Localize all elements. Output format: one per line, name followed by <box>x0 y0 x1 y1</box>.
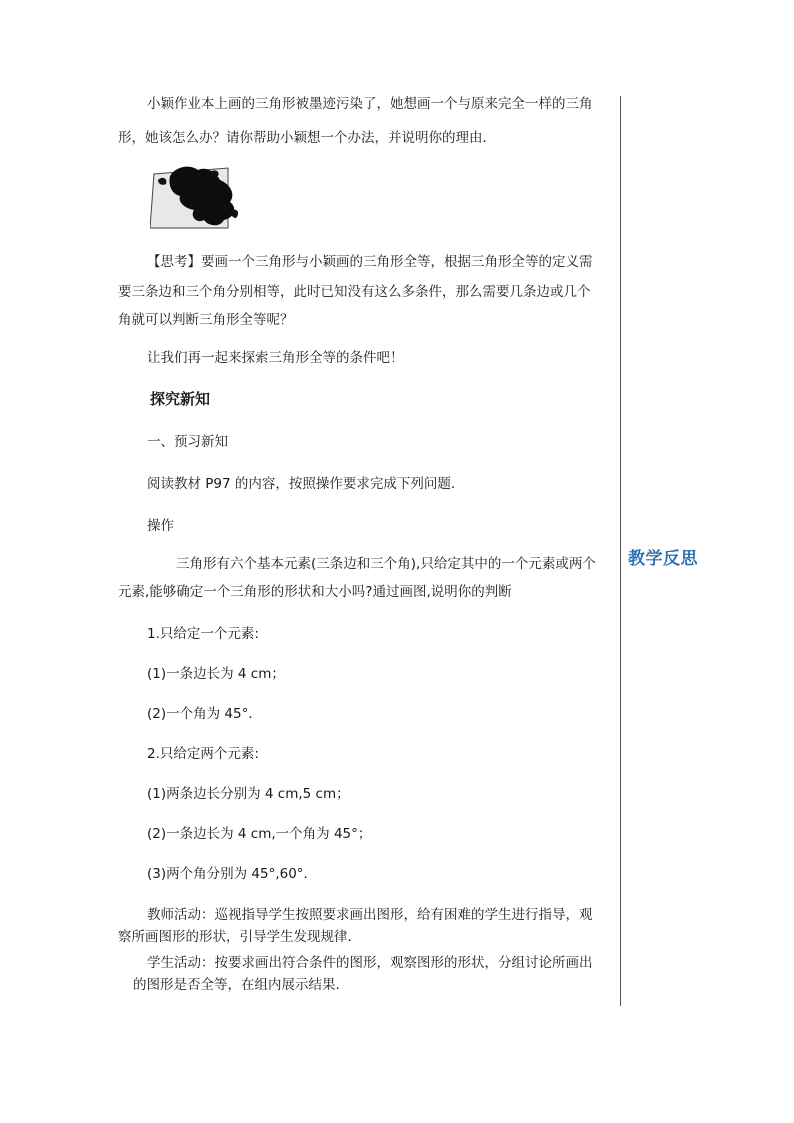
list-item: (3)两个角分别为 45°,60°． <box>147 866 318 882</box>
sidebar-title: 教学反思 <box>628 549 698 569</box>
ink-blotted-triangle-figure <box>150 164 242 232</box>
question-line-1: 三角形有六个基本元素(三条边和三个角),只给定其中的一个元素或两个 <box>176 556 596 572</box>
teacher-activity-line-1: 教师活动：巡视指导学生按照要求画出图形，给有困难的学生进行指导，观 <box>147 907 593 923</box>
list-item: (1)两条边长分别为 4 cm,5 cm； <box>147 786 350 802</box>
column-divider <box>620 96 621 1006</box>
think-line-2: 要三条边和三个角分别相等，此时已知没有这么多条件，那么需要几条边或几个 <box>118 284 591 300</box>
subsection-title: 一、预习新知 <box>147 434 228 450</box>
list-item: (2)一个角为 45°． <box>147 706 262 722</box>
think-line-1: 【思考】要画一个三角形与小颖画的三角形全等，根据三角形全等的定义需 <box>147 254 593 270</box>
list-item: 2.只给定两个元素: <box>147 746 259 762</box>
intro-line-2: 形，她该怎么办？请你帮助小颖想一个办法，并说明你的理由． <box>118 130 496 146</box>
lead-text: 让我们再一起来探索三角形全等的条件吧！ <box>147 350 404 366</box>
list-item: 1.只给定一个元素: <box>147 626 259 642</box>
question-line-2: 元素,能够确定一个三角形的形状和大小吗?通过画图,说明你的判断 <box>118 584 512 600</box>
teacher-activity-line-2: 察所画图形的形状，引导学生发现规律． <box>118 929 361 945</box>
list-item: (1)一条边长为 4 cm； <box>147 666 285 682</box>
operation-label: 操作 <box>147 518 174 534</box>
think-line-3: 角就可以判断三角形全等呢？ <box>118 312 294 328</box>
section-title: 探究新知 <box>150 390 211 408</box>
student-activity-line-2: 的图形是否全等，在组内展示结果. <box>133 977 340 993</box>
intro-line-1: 小颖作业本上画的三角形被墨迹污染了，她想画一个与原来完全一样的三角 <box>147 96 593 112</box>
student-activity-line-1: 学生活动：按要求画出符合条件的图形，观察图形的形状，分组讨论所画出 <box>147 955 593 971</box>
list-item: (2)一条边长为 4 cm,一个角为 45°； <box>147 826 372 842</box>
reading-instruction: 阅读教材 P97 的内容，按照操作要求完成下列问题. <box>147 476 456 492</box>
